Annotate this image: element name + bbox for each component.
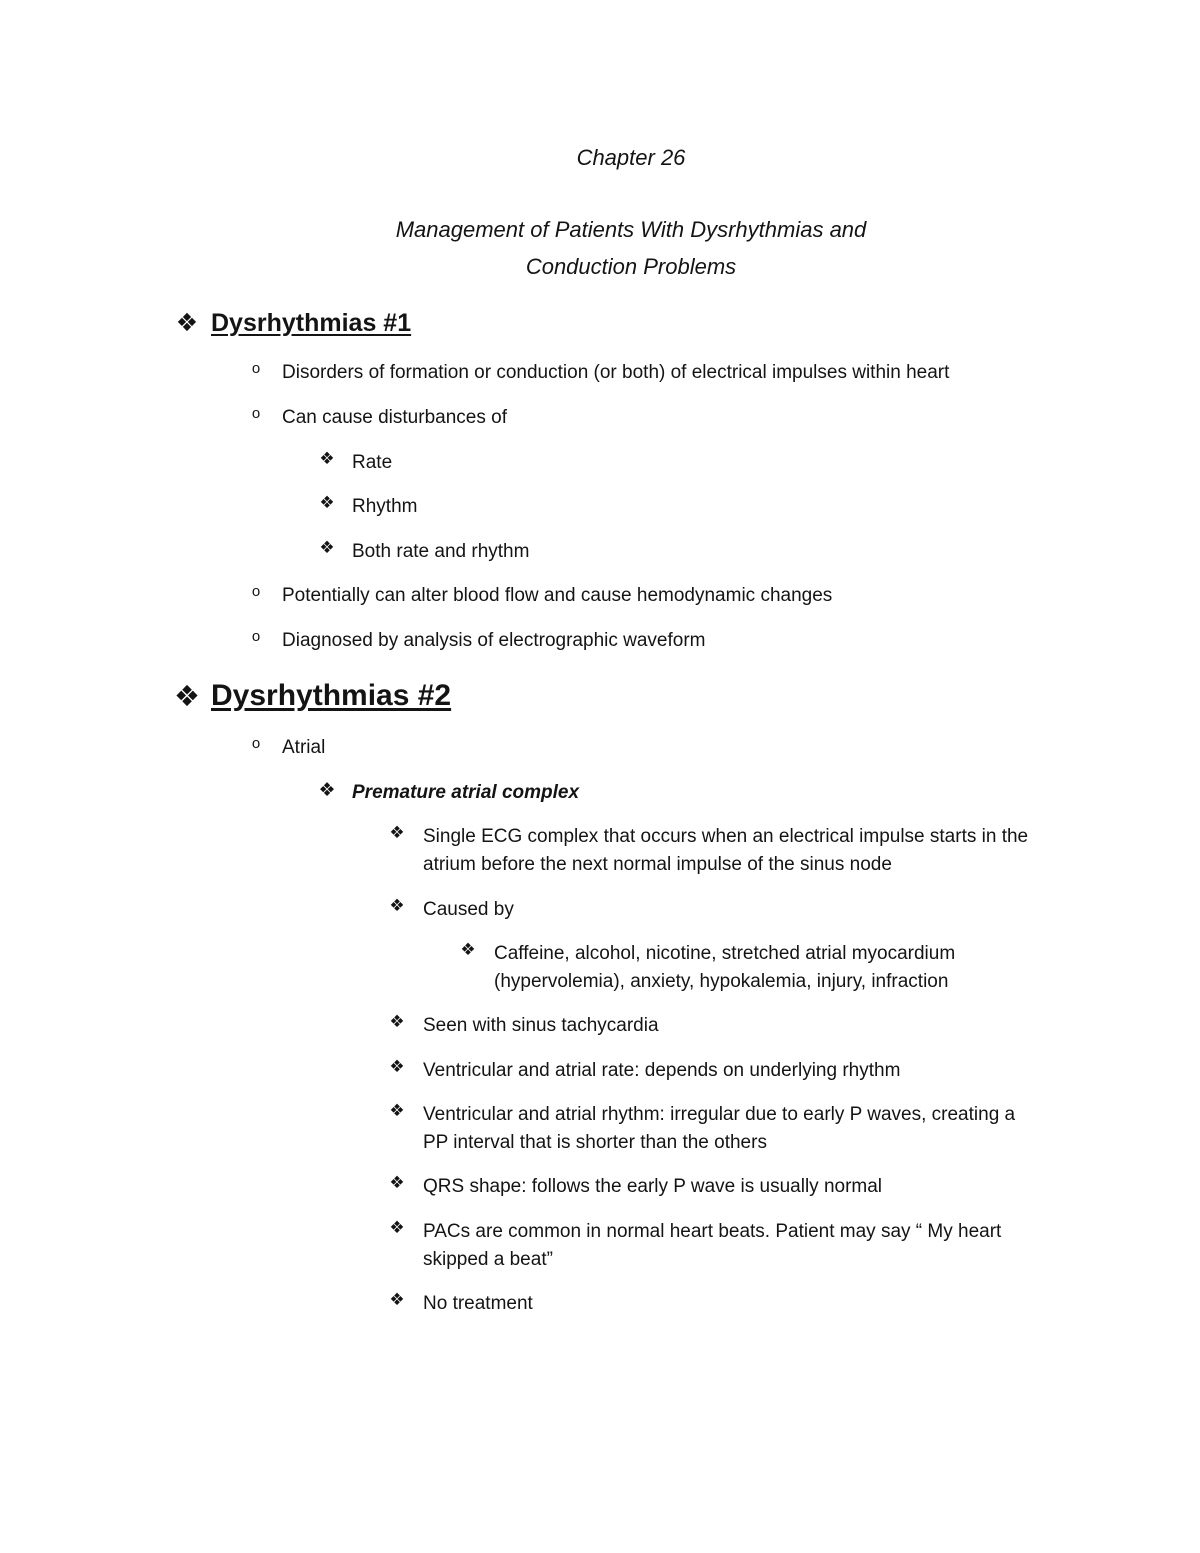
diamond-bullet-icon: ❖ xyxy=(389,823,405,842)
list-item: Potentially can alter blood flow and cause hemodynamic changes xyxy=(282,585,833,606)
point-text: Single ECG complex that occurs when an electrical impulse starts in the xyxy=(423,826,1029,847)
circle-bullet-icon: o xyxy=(251,735,261,752)
sub-list-item: Rhythm xyxy=(352,496,418,517)
diamond-bullet-icon: ❖ xyxy=(389,1290,405,1309)
circle-bullet-icon: o xyxy=(251,628,261,645)
point-text: No treatment xyxy=(423,1293,533,1314)
diamond-bullet-icon: ❖ xyxy=(319,493,335,512)
list-item: Disorders of formation or conduction (or both) of electrical impulses within heart xyxy=(282,362,950,383)
chapter-title: Chapter 26 xyxy=(576,145,686,170)
diamond-bullet-icon: ❖ xyxy=(174,681,200,713)
point-text: PACs are common in normal heart beats. Patient may say “ My heart xyxy=(423,1221,1002,1242)
diamond-bullet-icon: ❖ xyxy=(319,538,335,557)
diamond-bullet-icon: ❖ xyxy=(389,1101,405,1120)
sub-list-item: Both rate and rhythm xyxy=(352,541,530,562)
diamond-bullet-icon: ❖ xyxy=(175,309,199,337)
diamond-bullet-icon: ❖ xyxy=(389,896,405,915)
point-text: QRS shape: follows the early P wave is usually normal xyxy=(423,1176,883,1197)
cause-text-continued: (hypervolemia), anxiety, hypokalemia, injury, infraction xyxy=(494,971,949,992)
circle-bullet-icon: o xyxy=(251,583,261,600)
circle-bullet-icon: o xyxy=(251,405,261,422)
diamond-bullet-icon: ❖ xyxy=(319,449,335,468)
cause-text: Caffeine, alcohol, nicotine, stretched atrial myocardium xyxy=(494,943,956,964)
point-text: Seen with sinus tachycardia xyxy=(423,1015,659,1036)
sub-list-item: Rate xyxy=(352,452,393,473)
list-item: Atrial xyxy=(282,737,326,758)
point-text-continued: atrium before the next normal impulse of the sinus node xyxy=(423,854,892,875)
diamond-bullet-icon: ❖ xyxy=(318,780,336,801)
subheading-premature-atrial-complex: Premature atrial complex xyxy=(352,782,580,803)
list-item: Can cause disturbances of xyxy=(282,407,507,428)
diamond-bullet-icon: ❖ xyxy=(389,1012,405,1031)
diamond-bullet-icon: ❖ xyxy=(389,1218,405,1237)
diamond-bullet-icon: ❖ xyxy=(460,940,476,959)
section-heading-dysrhythmias-1: Dysrhythmias #1 xyxy=(211,309,412,337)
diamond-bullet-icon: ❖ xyxy=(389,1057,405,1076)
list-item: Diagnosed by analysis of electrographic waveform xyxy=(282,630,706,651)
circle-bullet-icon: o xyxy=(251,360,261,377)
point-text: Ventricular and atrial rate: depends on underlying rhythm xyxy=(423,1060,901,1081)
section-heading-dysrhythmias-2: Dysrhythmias #2 xyxy=(211,679,452,712)
point-text: Caused by xyxy=(423,899,514,920)
diamond-bullet-icon: ❖ xyxy=(389,1173,405,1192)
point-text-continued: PP interval that is shorter than the others xyxy=(423,1132,767,1153)
document-title-line-2: Conduction Problems xyxy=(525,254,737,279)
point-text-continued: skipped a beat” xyxy=(423,1249,553,1270)
point-text: Ventricular and atrial rhythm: irregular due to early P waves, creating a xyxy=(423,1104,1016,1125)
document-title-line-1: Management of Patients With Dysrhythmias and xyxy=(395,217,867,242)
